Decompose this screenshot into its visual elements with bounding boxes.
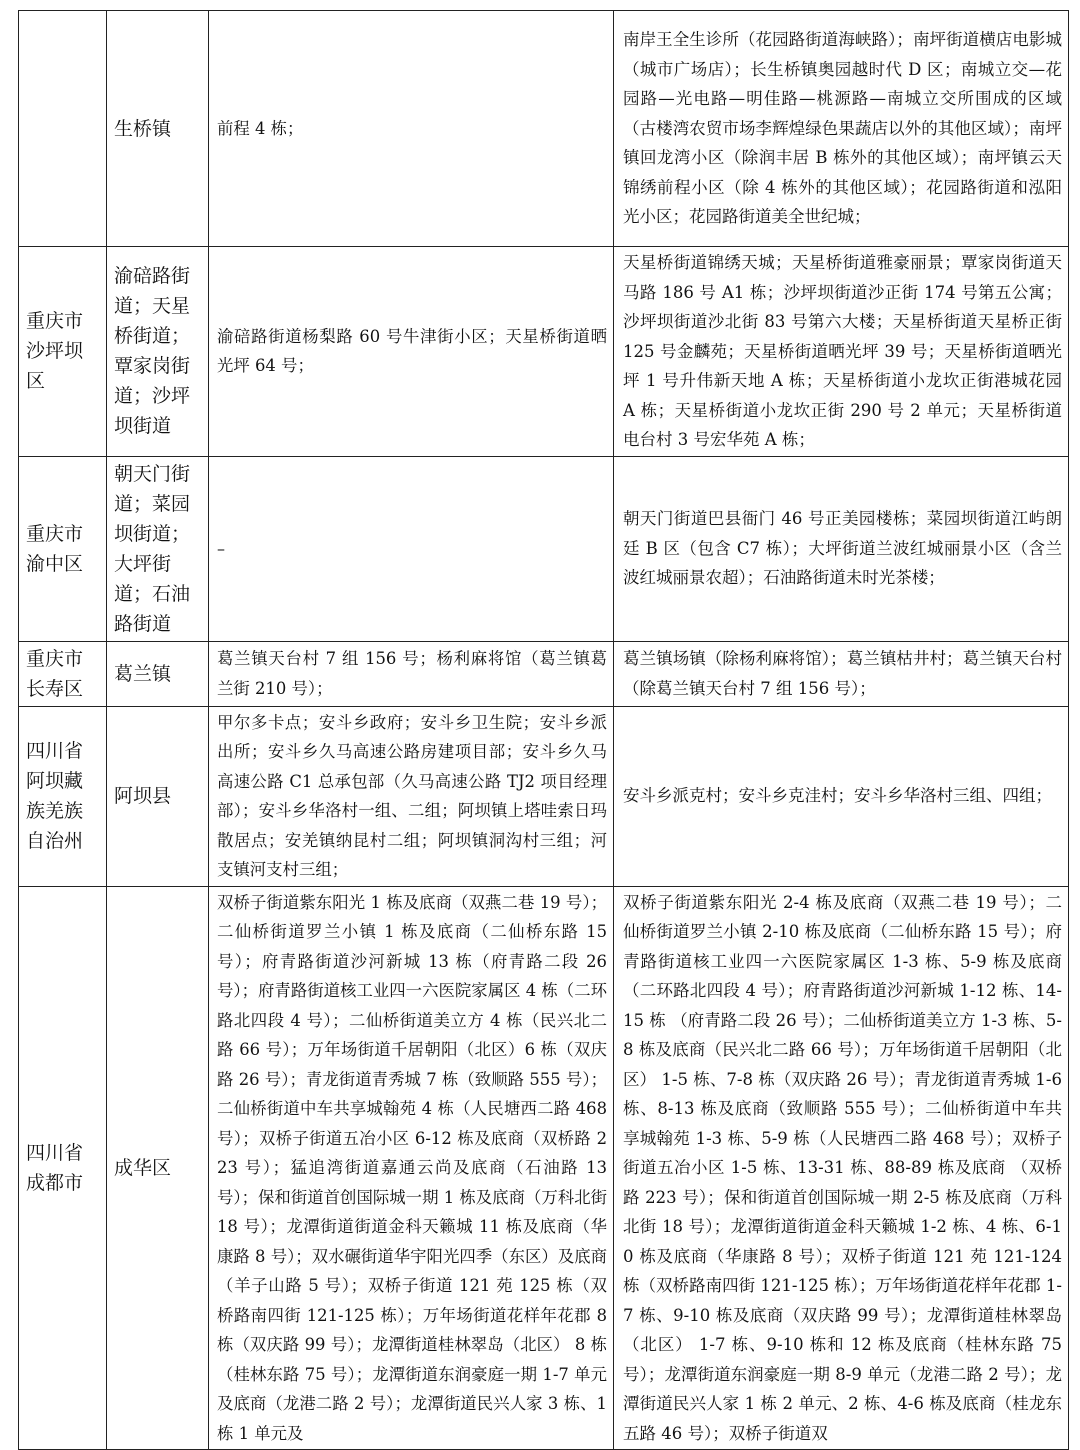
- high-risk-cell: [209, 11, 614, 247]
- region-name: [19, 127, 106, 131]
- high-risk-cell: [209, 456, 614, 641]
- town-name: 朝天门街道；菜园坝街道；大坪街道；石油路街道: [114, 462, 191, 635]
- high-risk-text: 甲尔多卡点；安斗乡政府；安斗乡卫生院；安斗乡派出所；安斗乡久马高速公路房建项目部；安斗乡久马高速公路 C1 总承包部（久马高速公路 TJ2 项目经理部）；安斗乡华洛村一组、二组；阿坝镇上塔哇索日玛散居点；安羌镇纳昆村二组；阿坝镇洞沟村三组；河支镇河支村三组；: [217, 712, 607, 879]
- region-name: 四川省成都市: [26, 1141, 84, 1194]
- region-name: 重庆市沙坪坝区: [26, 310, 84, 393]
- high-risk-cell: [209, 641, 614, 706]
- region-cell: [19, 706, 107, 886]
- low-risk-cell: [614, 641, 1069, 706]
- town-cell: [107, 11, 209, 247]
- town-name: 阿坝县: [114, 785, 172, 807]
- table-row: [19, 641, 1069, 706]
- town-cell: [107, 641, 209, 706]
- town-name: 生桥镇: [114, 117, 172, 140]
- low-risk-cell: [614, 886, 1069, 1450]
- low-risk-cell: [614, 706, 1069, 886]
- table-row: [19, 11, 1069, 247]
- high-risk-text: 前程 4 栋；: [217, 118, 304, 138]
- town-cell: [107, 456, 209, 641]
- region-name: 重庆市渝中区: [26, 522, 84, 575]
- region-cell: [19, 641, 107, 706]
- high-risk-text: 葛兰镇天台村 7 组 156 号；杨利麻将馆（葛兰镇葛兰街 210 号）；: [217, 649, 607, 698]
- high-risk-cell: [209, 247, 614, 457]
- high-risk-text: 双桥子街道紫东阳光 1 栋及底商（双燕二巷 19 号）；二仙桥街道罗兰小镇 1 栋及底商（二仙桥东路 15 号）；府青路街道沙河新城 13 栋（府青路二段 26 号）；府青路街道核工业四一六医院家属区 4 栋（二环路北四段 4 号）；二仙桥街道美立方 4 栋（民兴北二路 66 号）；万年场街道千居朝阳（北区）6 栋（双庆路 26 号）；青龙街道青秀城 7 栋（致顺路 555 号）；二仙桥街道中车共享城翰苑 4 栋（人民塘西二路 468 号）；双桥子街道五冶小区 6-12 栋及底商（双桥路 223 号）；猛追湾街道嘉通云尚及底商（石油路 13 号）；保和街道首创国际城一期 1 栋及底商（万科北街 18 号）；龙潭街道街道金科天籁城 11 栋及底商（华康路 8 号）；双水碾街道华宇阳光四季（东区）及底商（羊子山路 5 号）；双桥子街道 121 苑 125 栋（双桥路南四街 121-125 栋）；万年场街道花样年花郡 8 栋（双庆路 99 号）；龙潭街道桂林翠岛（北区） 8 栋（桂林东路 75 号）；龙潭街道东润豪庭一期 1-7 单元及底商（龙港二路 2 号）；龙潭街道民兴人家 3 栋、1 栋 1 单元及: [217, 892, 607, 1443]
- region-cell: [19, 247, 107, 457]
- low-risk-text: 安斗乡派克村；安斗乡克洼村；安斗乡华洛村三组、四组；: [623, 786, 1052, 806]
- region-cell: [19, 456, 107, 641]
- region-cell: [19, 886, 107, 1450]
- table-row: [19, 247, 1069, 457]
- high-risk-cell: [209, 886, 614, 1450]
- town-cell: [107, 247, 209, 457]
- table-row: [19, 706, 1069, 886]
- low-risk-text: 葛兰镇场镇（除杨利麻将馆）；葛兰镇枯井村；葛兰镇天台村（除葛兰镇天台村 7 组 156 号）；: [623, 649, 1062, 698]
- low-risk-cell: [614, 247, 1069, 457]
- town-name: 渝碚路街道；天星桥街道；覃家岗街道；沙坪坝街道: [114, 265, 191, 438]
- low-risk-cell: [614, 11, 1069, 247]
- low-risk-text: 朝天门街道巴县衙门 46 号正美园楼栋；菜园坝街道江屿朗廷 B 区（包含 C7 栋）；大坪街道兰波红城丽景小区（含兰波红城丽景农超）；石油路街道未时光茶楼；: [623, 509, 1062, 588]
- high-risk-cell: [209, 706, 614, 886]
- region-name: 重庆市长寿区: [26, 647, 84, 700]
- town-name: 成华区: [114, 1156, 172, 1179]
- low-risk-text: 南岸王全生诊所（花园路街道海峡路）；南坪街道横店电影城（城市广场店）；长生桥镇奥园越时代 D 区；南城立交—花园路—光电路—明佳路—桃源路—南城立交所围成的区域（古楼湾农贸市场李辉煌绿色果蔬店以外的其他区域）；南坪镇回龙湾小区（除润丰居 B 栋外的其他区域）；南坪镇云天锦绣前程小区（除 4 栋外的其他区域）；花园路街道和泓阳光小区；花园路街道美全世纪城；: [623, 30, 1062, 227]
- low-risk-text: 双桥子街道紫东阳光 2-4 栋及底商（双燕二巷 19 号）；二仙桥街道罗兰小镇 2-10 栋及底商（二仙桥东路 15 号）；府青路街道核工业四一六医院家属区 1-3 栋、5-9 栋及底商（二环路北四段 4 号）；府青路街道沙河新城 1-12 栋、14-15 栋 （府青路二段 26 号）；二仙桥街道美立方 1-3 栋、5-8 栋及底商（民兴北二路 66 号）；万年场街道千居朝阳（北区） 1-5 栋、7-8 栋（双庆路 26 号）；青龙街道青秀城 1-6 栋、8-13 栋及底商（致顺路 555 号）；二仙桥街道中车共享城翰苑 1-3 栋、5-9 栋（人民塘西二路 468 号）；双桥子街道五冶小区 1-5 栋、13-31 栋、88-89 栋及底商 （双桥路 223 号）；保和街道首创国际城一期 2-5 栋及底商（万科北街 18 号）；龙潭街道街道金科天籁城 1-2 栋、4 栋、6-10 栋及底商（华康路 8 号）；双桥子街道 121 苑 121-124 栋（双桥路南四街 121-125 栋）；万年场街道花样年花郡 1-7 栋、9-10 栋及底商（双庆路 99 号）；龙潭街道桂林翠岛（北区） 1-7 栋、9-10 栋和 12 栋及底商（桂林东路 75 号）；龙潭街道东润豪庭一期 8-9 单元（龙港二路 2 号）；龙潭街道民兴人家 1 栋 2 单元、2 栋、4-6 栋及底商（桂龙东五路 46 号）；双桥子街道双: [623, 892, 1062, 1443]
- table-row: [19, 886, 1069, 1450]
- town-name: 葛兰镇: [114, 662, 172, 685]
- town-cell: [107, 886, 209, 1450]
- low-risk-cell: [614, 456, 1069, 641]
- region-cell: [19, 11, 107, 247]
- low-risk-text: 天星桥街道锦绣天城；天星桥街道雅豪丽景；覃家岗街道天马路 186 号 A1 栋；沙坪坝街道沙正街 174 号第五公寓；沙坪坝街道沙北街 83 号第六大楼；天星桥街道天星桥正街 125 号金麟苑；天星桥街道晒光坪 39 号；天星桥街道晒光坪 1 号升伟新天地 A 栋；天星桥街道小龙坎正街港城花园 A 栋；天星桥街道小龙坎正街 290 号 2 单元；天星桥街道电台村 3 号宏华苑 A 栋；: [623, 253, 1062, 449]
- high-risk-text: –: [217, 538, 225, 558]
- town-cell: [107, 706, 209, 886]
- high-risk-text: 渝碚路街道杨梨路 60 号牛津街小区；天星桥街道晒光坪 64 号；: [217, 326, 607, 376]
- region-name: 四川省阿坝藏族羌族自治州: [26, 740, 84, 852]
- risk-area-table: [18, 10, 1069, 1450]
- table-row: [19, 456, 1069, 641]
